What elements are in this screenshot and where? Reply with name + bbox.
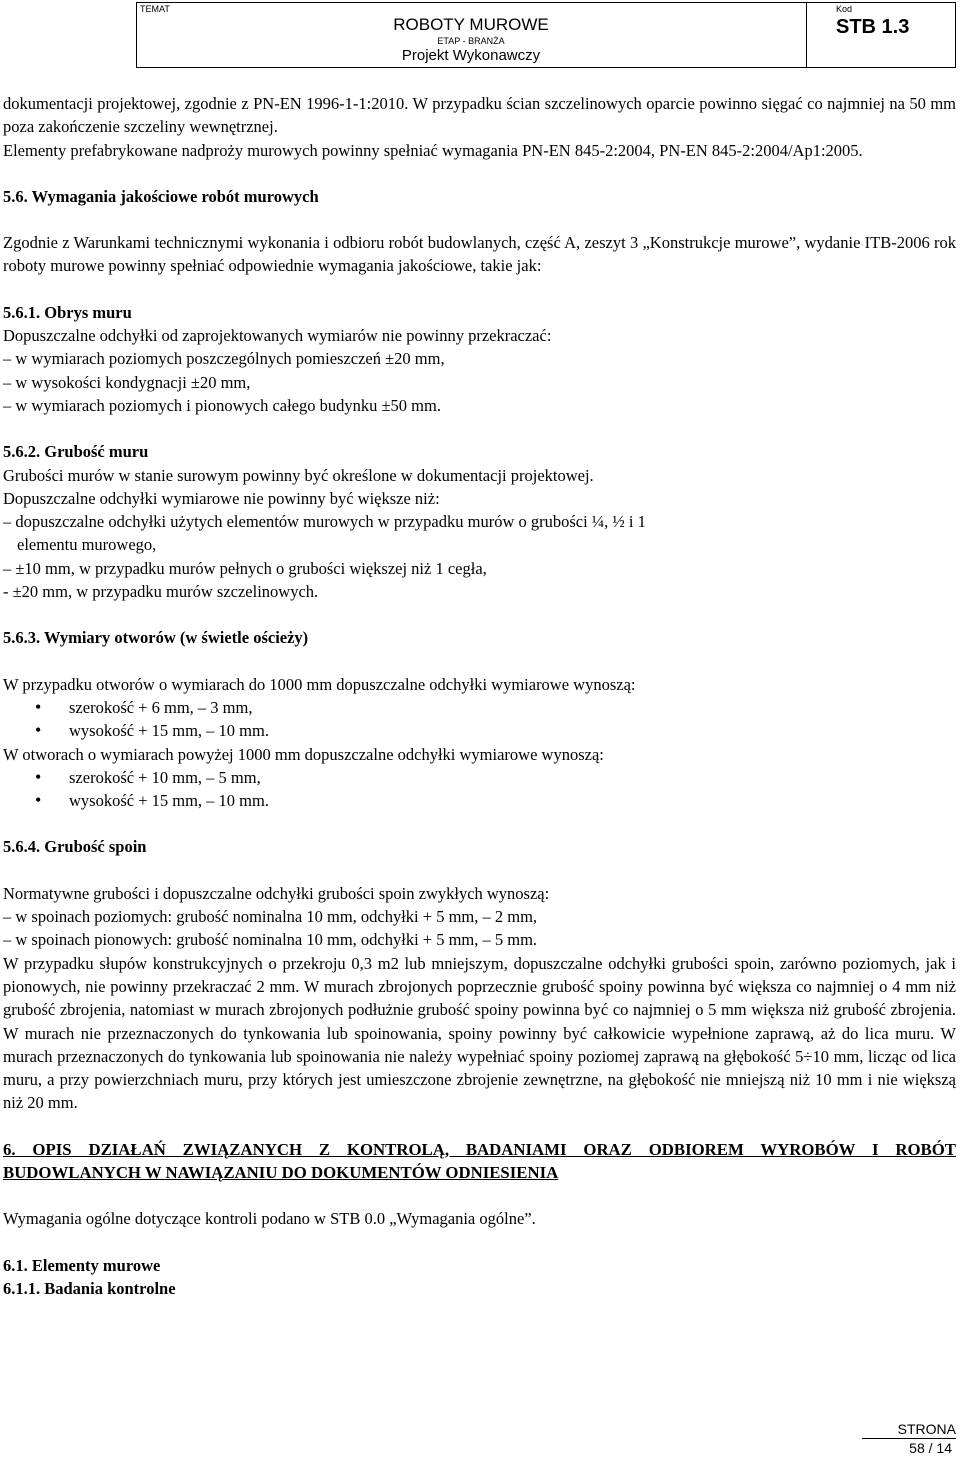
header-stage: Projekt Wykonawczy xyxy=(401,47,541,64)
section-5-6-3-text-2: W otworach o wymiarach powyżej 1000 mm dopuszczalne odchyłki wymiarowe wynoszą: xyxy=(3,744,604,764)
header-right-border xyxy=(955,2,956,68)
section-6-1-1-heading: 6.1.1. Badania kontrolne xyxy=(3,1278,176,1298)
bullet-list-1 xyxy=(3,696,956,743)
list-item: – ±10 mm, w przypadku murów pełnych o grubości większej niż 1 cegła, xyxy=(3,558,487,578)
list-item: – dopuszczalne odchyłki użytych elementów murowych w przypadku murów o grubości ¼, ½ i 1 xyxy=(3,512,646,532)
section-5-6-4-heading: 5.6.4. Grubość spoin xyxy=(3,837,147,857)
temat-label: TEMAT xyxy=(140,4,170,14)
section-5-6-1-intro: Dopuszczalne odchyłki od zaprojektowanych wymiarów nie powinny przekraczać: xyxy=(3,326,552,346)
section-5-6-1-heading: 5.6.1. Obrys muru xyxy=(3,302,132,322)
list-item: – w wysokości kondygnacji ±20 mm, xyxy=(3,372,251,392)
intro-paragraph-1: dokumentacji projektowej, zgodnie z PN-EN 1996-1-1:2010. W przypadku ścian szczelinowych oparcie powinno sięgać co najmniej na 50 mm poza zakończenie szczeliny wewnętrznej. xyxy=(3,94,956,137)
header-etap: ETAP - BRANŻA xyxy=(437,36,505,46)
bullet-item: • wysokość + 15 mm, – 10 mm. xyxy=(3,719,956,742)
bullet-item: • szerokość + 6 mm, – 3 mm, xyxy=(3,696,956,719)
section-5-6-heading: 5.6. Wymagania jakościowe robót murowych xyxy=(3,186,319,206)
header-bottom-line xyxy=(136,67,956,68)
header-top-line xyxy=(136,2,956,3)
section-5-6-4-text-2: W przypadku słupów konstrukcyjnych o przekroju 0,3 m2 lub mniejszym, dopuszczalne odchyłki grubości spoin, zarówno poziomych, jak i pionowych, nie powinny przekraczać 2 mm. W murach zbrojonych poprzecznie grubość spoiny powinna być większa co najmniej o 4 mm niż grubość zbrojenia, natomiast w murach zbrojonych podłużnie grubość spoiny powinna być co najmniej o 5 mm większa niż grubość zbrojenia. W murach nie przeznaczonych do tynkowania lub spoinowania, spoiny powinny być całkowicie wypełnione zaprawą, aż do lica muru. W murach przeznaczonych do tynkowania lub spoinowania nie należy wypełniać spoiny poziomej zaprawą na głębokość 5÷10 mm, licząc od lica muru, a przy powierzchniach muru, przy których jest umieszczone zbrojenie zewnętrzne, na głębokość nie mniejszą niż 10 mm i nie większą niż 20 mm. xyxy=(3,953,956,1113)
list-item: – w wymiarach poziomych i pionowych całego budynku ±50 mm. xyxy=(3,395,441,415)
section-5-6-4-text-1: Normatywne grubości i dopuszczalne odchyłki grubości spoin zwykłych wynoszą: xyxy=(3,883,550,903)
page-footer xyxy=(862,1419,956,1457)
bullet-list-2 xyxy=(3,766,956,813)
section-5-6-2-text-2: Dopuszczalne odchyłki wymiarowe nie powinny być większe niż: xyxy=(3,488,440,508)
header-divider xyxy=(806,2,807,68)
document-body xyxy=(3,92,956,1300)
page-header xyxy=(136,2,956,68)
bullet-item: • szerokość + 10 mm, – 5 mm, xyxy=(3,766,956,789)
section-5-6-3-text-1: W przypadku otworów o wymiarach do 1000 mm dopuszczalne odchyłki wymiarowe wynoszą: xyxy=(3,674,636,694)
section-6-text: Wymagania ogólne dotyczące kontroli podano w STB 0.0 „Wymagania ogólne”. xyxy=(3,1209,536,1229)
header-title: ROBOTY MUROWE xyxy=(393,15,549,34)
intro-paragraph-2: Elementy prefabrykowane nadproży murowych powinny spełniać wymagania PN-EN 845-2:2004, PN-EN 845-2:2004/Ap1:2005. xyxy=(3,140,863,160)
strona-label: STRONA xyxy=(897,1421,956,1437)
section-6-heading: 6. OPIS DZIAŁAŃ ZWIĄZANYCH Z KONTROLĄ, BADANIAMI ORAZ ODBIOREM WYROBÓW I ROBÓT BUDOWLANYCH W NAWIĄZANIU DO DOKUMENTÓW ODNIESIENIA xyxy=(3,1139,956,1182)
list-item: – w spoinach pionowych: grubość nominalna 10 mm, odchyłki + 5 mm, – 5 mm. xyxy=(3,930,538,950)
list-item: – w wymiarach poziomych poszczególnych pomieszczeń ±20 mm, xyxy=(3,349,445,369)
page-number: 58 / 14 xyxy=(909,1440,952,1456)
kod-label: Kod xyxy=(836,4,853,14)
section-5-6-2-heading: 5.6.2. Grubość muru xyxy=(3,442,149,462)
section-6-1-heading: 6.1. Elementy murowe xyxy=(3,1255,161,1275)
list-item: – w spoinach poziomych: grubość nominalna 10 mm, odchyłki + 5 mm, – 2 mm, xyxy=(3,907,538,927)
footer-line xyxy=(862,1438,956,1439)
list-item: - ±20 mm, w przypadku murów szczelinowych. xyxy=(3,582,319,602)
list-item-continuation: elementu murowego, xyxy=(17,535,157,555)
section-5-6-text: Zgodnie z Warunkami technicznymi wykonania i odbioru robót budowlanych, część A, zeszyt 3 „Konstrukcje murowe”, wydanie ITB-2006 rok roboty murowe powinny spełniać odpowiednie wymagania jakościowe, takie jak: xyxy=(3,233,956,276)
document-code: STB 1.3 xyxy=(836,16,910,38)
bullet-item: • wysokość + 15 mm, – 10 mm. xyxy=(3,789,956,812)
section-5-6-3-heading: 5.6.3. Wymiary otworów (w świetle ościeży) xyxy=(3,628,309,648)
section-5-6-2-text-1: Grubości murów w stanie surowym powinny być określone w dokumentacji projektowej. xyxy=(3,465,594,485)
